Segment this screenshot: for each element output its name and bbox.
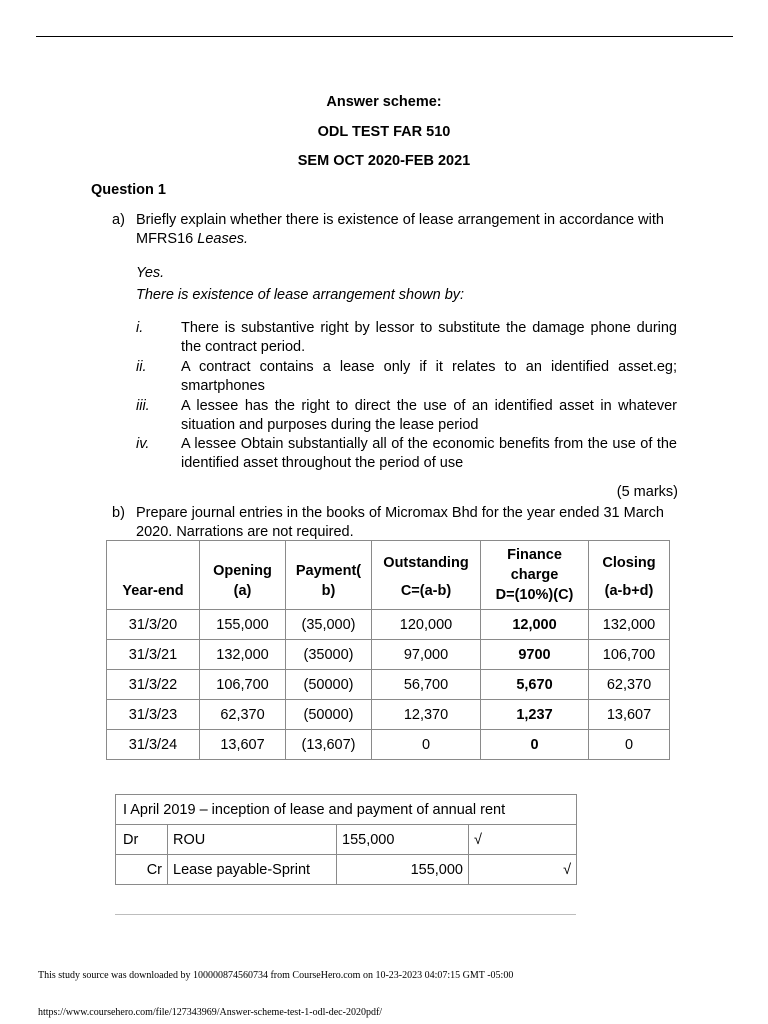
table-cell: 106,700 [589, 640, 670, 670]
point-num: iv. [136, 436, 150, 452]
table-cell: 13,607 [200, 730, 286, 760]
entry-side: Cr [116, 855, 168, 885]
table-cell: 13,607 [589, 700, 670, 730]
part-a-text-italic: Leases. [197, 231, 249, 247]
table-cell: (35,000) [286, 610, 372, 640]
question-title: Question 1 [91, 182, 166, 198]
part-a-label: a) [112, 212, 125, 228]
table-cell: (50000) [286, 670, 372, 700]
table-cell: 31/3/23 [107, 700, 200, 730]
entry-account: Lease payable-Sprint [168, 855, 337, 885]
table-row [107, 730, 670, 760]
source-url[interactable]: https://www.coursehero.com/file/127343969/Answer-scheme-test-1-odl-dec-2020pdf/ [38, 1007, 383, 1018]
table-cell: (35000) [286, 640, 372, 670]
journal-heading-row [116, 795, 577, 825]
column-header: Finance charge D=(10%)(C) [481, 541, 589, 610]
table-cell: (50000) [286, 700, 372, 730]
table-cell: 12,370 [372, 700, 481, 730]
point-text: A lessee has the right to direct the use of an identified asset in whatever situation and purposes during the lease period [181, 398, 677, 433]
table-cell: 31/3/20 [107, 610, 200, 640]
table-cell: 5,670 [481, 670, 589, 700]
point-num: iii. [136, 398, 150, 414]
lease-schedule-table [106, 540, 670, 760]
check-mark: √ [469, 825, 577, 855]
entry-amount: 155,000 [337, 855, 469, 885]
table-cell: 106,700 [200, 670, 286, 700]
table-cell: 12,000 [481, 610, 589, 640]
point-num: ii. [136, 359, 147, 375]
table-cell: 132,000 [200, 640, 286, 670]
table-cell: 97,000 [372, 640, 481, 670]
table-row [116, 825, 577, 855]
table-cell: 9700 [481, 640, 589, 670]
column-header: Outstanding C=(a-b) [372, 541, 481, 610]
table-cell: 31/3/24 [107, 730, 200, 760]
course-code: ODL TEST FAR 510 [317, 124, 451, 140]
header-title: Answer scheme: [326, 94, 442, 110]
table-cell: 120,000 [372, 610, 481, 640]
answer-yes: Yes. [136, 265, 165, 281]
marks: (5 marks) [616, 484, 678, 500]
top-rule [36, 36, 733, 37]
part-a-question [136, 211, 677, 249]
journal-entry-table [115, 794, 577, 885]
semester: SEM OCT 2020-FEB 2021 [297, 153, 471, 169]
part-a-text: Briefly explain whether there is existence of lease arrangement in accordance with MFRS16 [136, 212, 664, 247]
table-header-row [107, 541, 670, 610]
table-row [107, 700, 670, 730]
table-cell: 0 [589, 730, 670, 760]
table-cell: (13,607) [286, 730, 372, 760]
table-row [116, 855, 577, 885]
table-cell: 31/3/21 [107, 640, 200, 670]
point-text: A lessee Obtain substantially all of the economic benefits from the use of the identified asset throughout the period of use [181, 436, 677, 471]
table-cell: 62,370 [589, 670, 670, 700]
table-row [107, 670, 670, 700]
table-row [107, 640, 670, 670]
column-header: Closing (a-b+d) [589, 541, 670, 610]
journal-bottom-rule [115, 914, 576, 915]
point-text: There is substantive right by lessor to substitute the damage phone during the contract period. [181, 320, 677, 355]
part-b-text: Prepare journal entries in the books of Micromax Bhd for the year ended 31 March 2020. Narrations are not required. [136, 505, 664, 540]
table-cell: 1,237 [481, 700, 589, 730]
answer-intro: There is existence of lease arrangement shown by: [136, 287, 465, 303]
column-header: Payment( b) [286, 541, 372, 610]
entry-amount: 155,000 [337, 825, 469, 855]
point-num: i. [136, 320, 144, 336]
table-cell: 0 [481, 730, 589, 760]
table-row [107, 610, 670, 640]
journal-heading: I April 2019 – inception of lease and payment of annual rent [116, 795, 577, 825]
entry-side: Dr [116, 825, 168, 855]
download-notice: This study source was downloaded by 100000874560734 from CourseHero.com on 10-23-2023 04:07:15 GMT -05:00 [38, 970, 514, 981]
table-cell: 0 [372, 730, 481, 760]
table-cell: 62,370 [200, 700, 286, 730]
table-cell: 132,000 [589, 610, 670, 640]
point-text: A contract contains a lease only if it relates to an identified asset.eg; smartphones [181, 359, 677, 394]
column-header: Opening (a) [200, 541, 286, 610]
column-header: Year-end [107, 541, 200, 610]
part-b-label: b) [112, 505, 125, 521]
table-cell: 31/3/22 [107, 670, 200, 700]
table-cell: 56,700 [372, 670, 481, 700]
entry-account: ROU [168, 825, 337, 855]
check-mark: √ [469, 855, 577, 885]
table-cell: 155,000 [200, 610, 286, 640]
